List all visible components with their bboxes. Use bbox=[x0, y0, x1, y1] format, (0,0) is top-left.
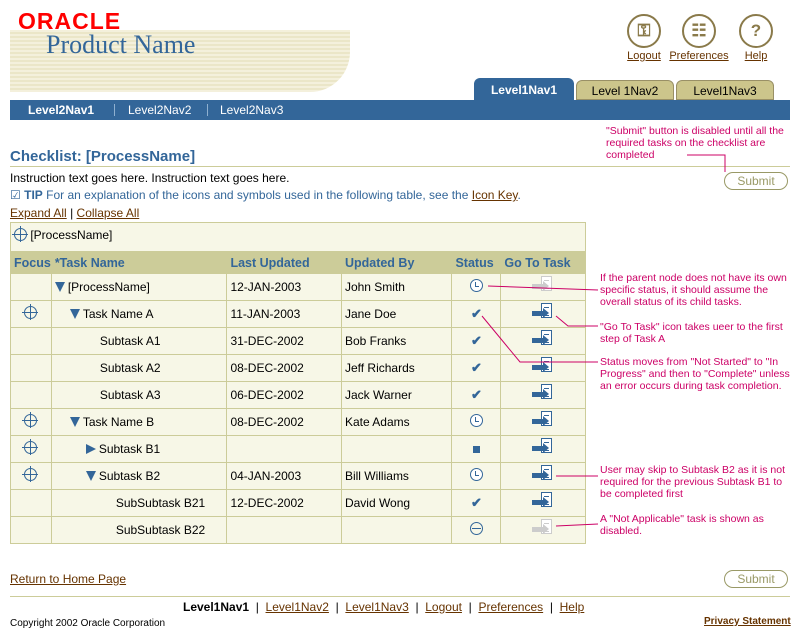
updated-by-cell: Bill Williams bbox=[341, 463, 452, 490]
last-updated-cell: 12-DEC-2002 bbox=[227, 490, 342, 517]
footer-nav-level1nav1[interactable]: Level1Nav1 bbox=[183, 600, 250, 614]
task-name-cell bbox=[51, 301, 227, 328]
task-name-cell: Subtask A1 bbox=[51, 328, 227, 355]
submit-button[interactable]: Submit bbox=[724, 172, 788, 190]
note-go-to-task: "Go To Task" icon takes ueer to the first step of Task A bbox=[600, 321, 783, 345]
footer-logout[interactable]: Logout bbox=[425, 600, 462, 614]
go-to-task-icon[interactable] bbox=[532, 492, 554, 512]
in-progress-icon bbox=[470, 468, 483, 481]
footer-preferences[interactable]: Preferences bbox=[478, 600, 544, 614]
focus-cell bbox=[11, 274, 52, 301]
last-updated-cell: 08-DEC-2002 bbox=[227, 355, 342, 382]
focus-icon[interactable] bbox=[24, 414, 37, 427]
task-name-cell: SubSubtask B22 bbox=[51, 517, 227, 544]
table-header-row bbox=[11, 252, 586, 274]
privacy-statement-link[interactable]: Privacy Statement bbox=[704, 616, 791, 627]
complete-check-icon: ✔ bbox=[470, 387, 482, 402]
focus-icon[interactable] bbox=[14, 228, 27, 241]
go-to-task-icon[interactable] bbox=[532, 303, 554, 323]
note-status: Status moves from "Not Started" to "In Progress" and then to "Complete" unless an error occurs during task completion. bbox=[600, 356, 790, 392]
collapse-all-link[interactable]: Collapse All bbox=[76, 206, 140, 220]
table-row bbox=[11, 274, 586, 301]
footer-nav-level1nav3[interactable]: Level1Nav3 bbox=[345, 600, 409, 614]
table-row bbox=[11, 355, 586, 382]
status-cell bbox=[452, 490, 501, 517]
status-cell bbox=[452, 301, 501, 328]
not-applicable-icon bbox=[470, 522, 483, 535]
submit-button-bottom[interactable]: Submit bbox=[724, 570, 788, 588]
complete-check-icon: ✔ bbox=[470, 333, 482, 348]
goto-cell bbox=[501, 328, 586, 355]
return-home-link[interactable] bbox=[10, 572, 126, 586]
updated-by-cell: Bob Franks bbox=[341, 328, 452, 355]
footer-help[interactable]: Help bbox=[559, 600, 585, 614]
updated-by-cell bbox=[341, 436, 452, 463]
col-updated-by[interactable]: Updated By bbox=[341, 252, 452, 274]
not-started-icon bbox=[473, 446, 480, 453]
updated-by-cell bbox=[341, 517, 452, 544]
goto-cell bbox=[501, 274, 586, 301]
status-cell bbox=[452, 382, 501, 409]
footer-divider bbox=[10, 596, 790, 597]
task-name-cell: SubSubtask B21 bbox=[51, 490, 227, 517]
level2-nav-bar bbox=[10, 100, 790, 120]
go-to-task-icon[interactable] bbox=[532, 438, 554, 458]
help-icon[interactable]: ? bbox=[739, 14, 773, 48]
focus-cell bbox=[11, 490, 52, 517]
focus-cell bbox=[11, 436, 52, 463]
status-cell bbox=[452, 274, 501, 301]
last-updated-cell bbox=[227, 436, 342, 463]
logout-link[interactable]: Logout bbox=[627, 50, 661, 62]
nav-divider bbox=[114, 104, 115, 116]
task-name: [ProcessName] bbox=[67, 280, 150, 294]
go-to-task-disabled-icon bbox=[532, 519, 554, 539]
focus-icon[interactable] bbox=[24, 468, 37, 481]
updated-by-cell: John Smith bbox=[341, 274, 452, 301]
help-global[interactable] bbox=[726, 14, 786, 62]
complete-check-icon: ✔ bbox=[470, 495, 482, 510]
complete-check-icon: ✔ bbox=[470, 306, 482, 321]
level2-nav1[interactable]: Level2Nav1 bbox=[28, 103, 95, 117]
footer-sep: | bbox=[252, 600, 263, 614]
logout-global[interactable] bbox=[614, 14, 674, 62]
footer-sep: | bbox=[546, 600, 557, 614]
goto-cell bbox=[501, 463, 586, 490]
note-submit: "Submit" button is disabled until all the required tasks on the checklist are completed bbox=[606, 125, 784, 161]
table-row bbox=[11, 463, 586, 490]
last-updated-cell: 08-DEC-2002 bbox=[227, 409, 342, 436]
goto-cell bbox=[501, 301, 586, 328]
note-skip: User may skip to Subtask B2 as it is not required for the previous Subtask B1 to be completed first bbox=[600, 464, 785, 500]
goto-cell bbox=[501, 382, 586, 409]
instruction-text: Instruction text goes here. Instruction text goes here. bbox=[10, 171, 290, 185]
footer-sep: | bbox=[332, 600, 343, 614]
page-title: Checklist: [ProcessName] bbox=[10, 148, 196, 165]
table-row bbox=[11, 517, 586, 544]
focus-cell bbox=[11, 355, 52, 382]
footer-sep: | bbox=[412, 600, 422, 614]
tip-label: TIP bbox=[24, 188, 43, 202]
footer-nav bbox=[183, 600, 584, 614]
task-name-cell bbox=[51, 463, 227, 490]
task-name: Task Name B bbox=[82, 415, 155, 429]
preferences-global[interactable] bbox=[668, 14, 730, 62]
col-focus[interactable]: Focus bbox=[11, 252, 52, 274]
note-parent-status: If the parent node does not have its own specific status, it should assume the overall status of its child tasks. bbox=[600, 272, 787, 308]
note-not-applicable: A "Not Applicable" task is shown as disabled. bbox=[600, 513, 764, 537]
task-name: Task Name A bbox=[82, 307, 154, 321]
status-cell bbox=[452, 328, 501, 355]
product-name: Product Name bbox=[46, 30, 196, 59]
level2-nav3[interactable]: Level2Nav3 bbox=[220, 103, 284, 117]
preferences-link[interactable]: Preferences bbox=[669, 50, 729, 62]
goto-cell bbox=[501, 517, 586, 544]
task-name: Subtask B2 bbox=[98, 469, 161, 483]
last-updated-cell: 12-JAN-2003 bbox=[227, 274, 342, 301]
status-cell bbox=[452, 409, 501, 436]
last-updated-cell: 04-JAN-2003 bbox=[227, 463, 342, 490]
updated-by-cell: Jeff Richards bbox=[341, 355, 452, 382]
nav-divider bbox=[207, 104, 208, 116]
focus-cell bbox=[11, 409, 52, 436]
table-row bbox=[11, 328, 586, 355]
status-cell bbox=[452, 463, 501, 490]
collapse-triangle-icon[interactable] bbox=[70, 417, 80, 427]
goto-cell bbox=[501, 355, 586, 382]
task-name-cell: Subtask A3 bbox=[51, 382, 227, 409]
status-cell bbox=[452, 436, 501, 463]
updated-by-cell: Jack Warner bbox=[341, 382, 452, 409]
copyright: Copyright 2002 Oracle Corporation bbox=[10, 618, 166, 629]
focus-icon[interactable] bbox=[24, 306, 37, 319]
last-updated-cell: 06-DEC-2002 bbox=[227, 382, 342, 409]
status-cell bbox=[452, 355, 501, 382]
table-row bbox=[11, 436, 586, 463]
goto-cell bbox=[501, 490, 586, 517]
go-to-task-icon[interactable] bbox=[532, 384, 554, 404]
level2-nav2[interactable]: Level2Nav2 bbox=[128, 103, 192, 117]
return-home-text[interactable]: Return to Home Page bbox=[10, 572, 127, 586]
last-updated-cell bbox=[227, 517, 342, 544]
help-link[interactable]: Help bbox=[744, 50, 768, 62]
table-row bbox=[11, 409, 586, 436]
last-updated-cell: 31-DEC-2002 bbox=[227, 328, 342, 355]
go-to-task-icon[interactable] bbox=[532, 330, 554, 350]
col-task-name[interactable]: *Task Name bbox=[51, 252, 227, 274]
checklist-table bbox=[10, 251, 586, 544]
task-name-cell: Subtask A2 bbox=[51, 355, 227, 382]
collapse-triangle-icon[interactable] bbox=[86, 471, 96, 481]
col-go-to-task[interactable]: Go To Task bbox=[501, 252, 586, 274]
expand-triangle-icon[interactable] bbox=[86, 444, 96, 454]
icon-key-link[interactable]: Icon Key bbox=[471, 188, 518, 202]
tab-level1nav3[interactable]: Level1Nav3 bbox=[676, 80, 774, 100]
collapse-triangle-icon[interactable] bbox=[70, 309, 80, 319]
table-row bbox=[11, 301, 586, 328]
task-name-cell bbox=[51, 409, 227, 436]
focus-cell bbox=[11, 517, 52, 544]
updated-by-cell: David Wong bbox=[341, 490, 452, 517]
tab-level1nav2[interactable]: Level 1Nav2 bbox=[576, 80, 674, 100]
process-root-label: [ProcessName] bbox=[30, 228, 113, 242]
oracle-logo: ORACLE bbox=[18, 8, 122, 34]
preferences-icon[interactable]: ☷ bbox=[682, 14, 716, 48]
checkmark-icon: ☑ bbox=[10, 188, 21, 202]
last-updated-cell: 11-JAN-2003 bbox=[227, 301, 342, 328]
col-status[interactable]: Status bbox=[452, 252, 501, 274]
in-progress-icon bbox=[470, 414, 483, 427]
go-to-task-disabled-icon bbox=[532, 276, 554, 296]
collapse-triangle-icon[interactable] bbox=[55, 282, 65, 292]
focus-icon[interactable] bbox=[24, 441, 37, 454]
tab-level1nav1[interactable]: Level1Nav1 bbox=[474, 78, 574, 100]
updated-by-cell: Jane Doe bbox=[341, 301, 452, 328]
tip-text bbox=[10, 188, 521, 202]
expand-collapse bbox=[10, 206, 139, 220]
link-separator: | bbox=[70, 206, 74, 220]
task-name-cell bbox=[51, 274, 227, 301]
col-last-updated[interactable]: Last Updated bbox=[227, 252, 342, 274]
table-row bbox=[11, 382, 586, 409]
goto-cell bbox=[501, 436, 586, 463]
process-root bbox=[10, 222, 586, 252]
expand-all-link[interactable]: Expand All bbox=[10, 206, 67, 220]
tip-body: For an explanation of the icons and symbols used in the following table, see the bbox=[46, 188, 472, 202]
logout-icon[interactable]: ⚿ bbox=[627, 14, 661, 48]
tip-end: . bbox=[517, 188, 521, 202]
task-name-cell bbox=[51, 436, 227, 463]
focus-cell bbox=[11, 463, 52, 490]
focus-cell bbox=[11, 328, 52, 355]
go-to-task-icon[interactable] bbox=[532, 465, 554, 485]
in-progress-icon bbox=[470, 279, 483, 292]
footer-nav-level1nav2[interactable]: Level1Nav2 bbox=[265, 600, 329, 614]
updated-by-cell: Kate Adams bbox=[341, 409, 452, 436]
task-name: Subtask B1 bbox=[98, 442, 161, 456]
footer-sep: | bbox=[465, 600, 476, 614]
status-cell bbox=[452, 517, 501, 544]
table-row bbox=[11, 490, 586, 517]
goto-cell bbox=[501, 409, 586, 436]
go-to-task-icon[interactable] bbox=[532, 411, 554, 431]
focus-cell bbox=[11, 382, 52, 409]
title-divider bbox=[10, 166, 790, 167]
go-to-task-icon[interactable] bbox=[532, 357, 554, 377]
focus-cell bbox=[11, 301, 52, 328]
complete-check-icon: ✔ bbox=[470, 360, 482, 375]
